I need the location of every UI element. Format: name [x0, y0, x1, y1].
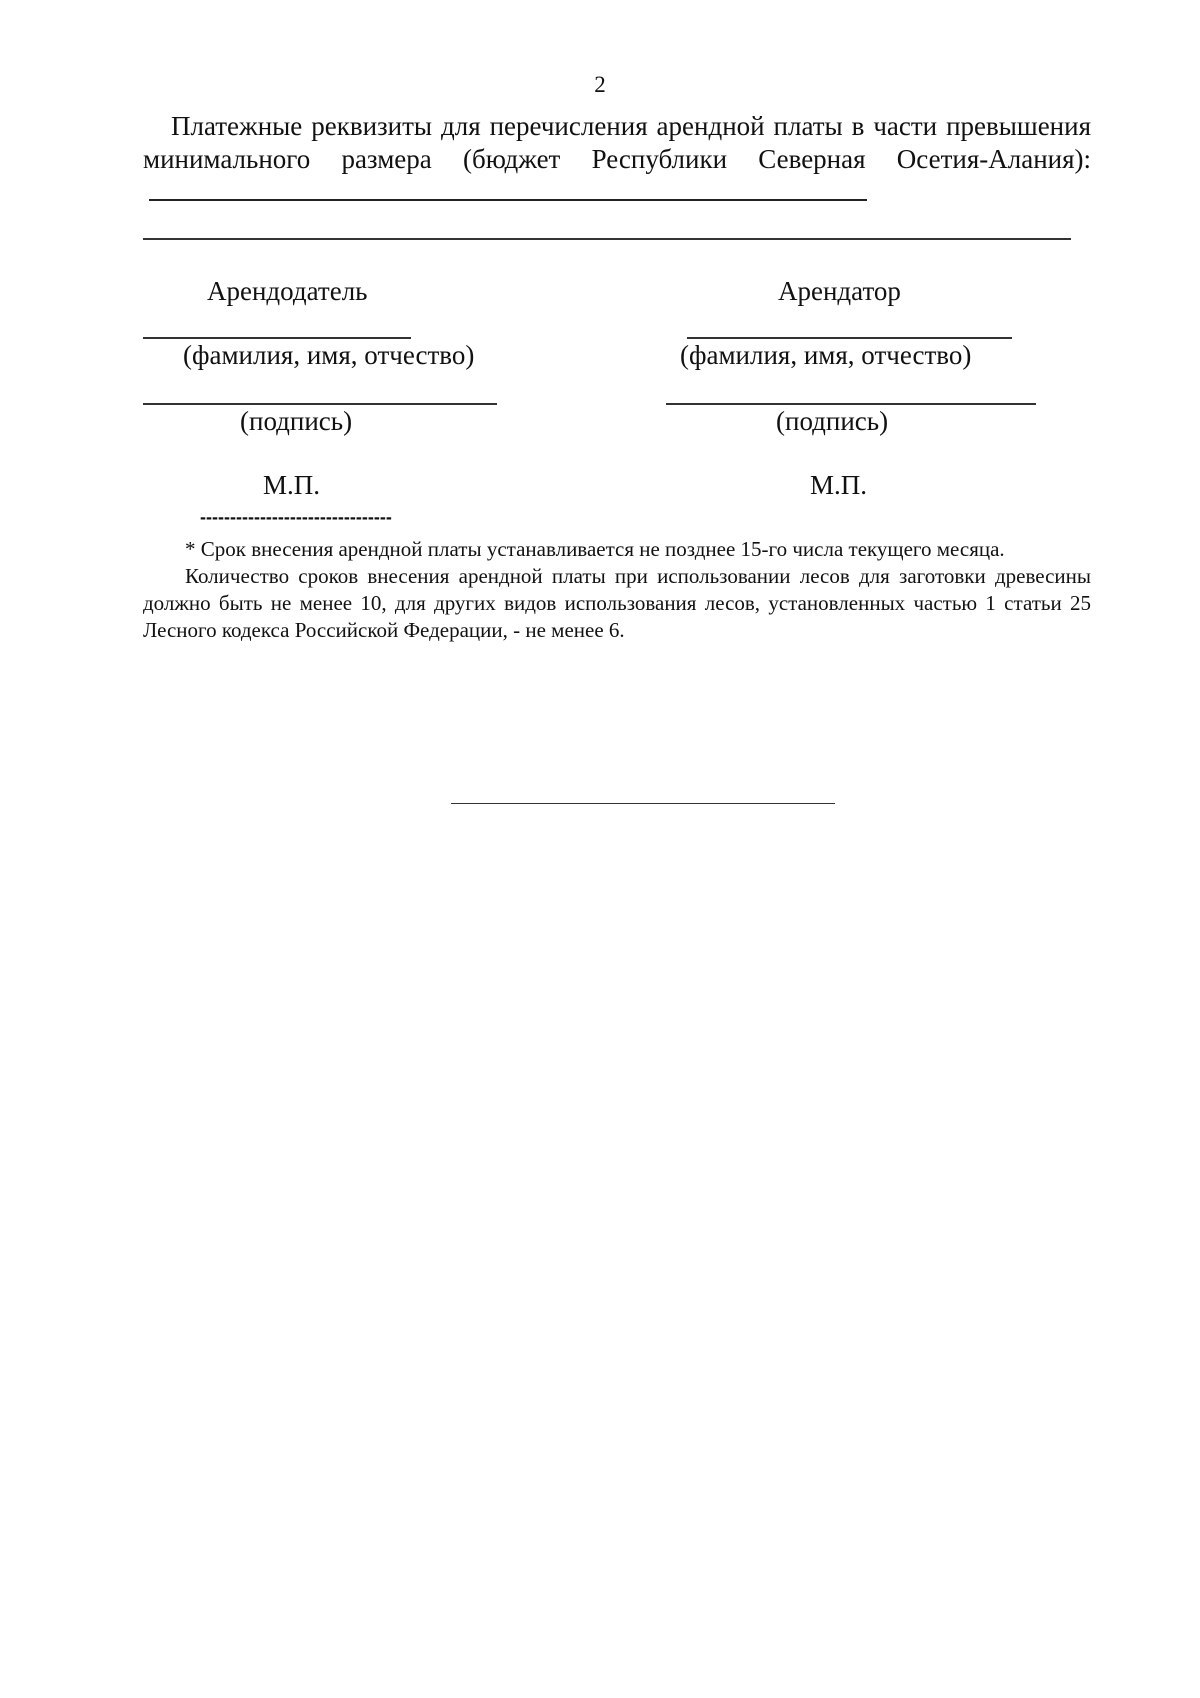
lessee-stamp: М.П. — [810, 470, 868, 500]
lessee-name-hint: (фамилия, имя, отчество) — [680, 340, 972, 370]
footnote-payment-count: Количество сроков внесения арендной платы при использовании лесов для заготовки древесины должно быть не менее 10, для других видов использования лесов, установленных частью 1 статьи 25 Лесного кодекса Российской Федерации, - не менее 6. — [143, 564, 1091, 642]
lessee-signature-line — [666, 403, 1036, 405]
lessor-signature-line — [143, 403, 497, 405]
footnotes — [143, 536, 1091, 644]
lessor-name-line — [143, 337, 411, 339]
payment-details-text: Платежные реквизиты для перечисления арендной платы в части превышения минимального размера (бюджет Республики Северная Осетия-Алания): — [143, 111, 1091, 174]
lessor-stamp: М.П. — [263, 470, 321, 500]
footnote-separator: -------------------------------- — [200, 507, 392, 527]
page-number: 2 — [594, 72, 606, 97]
footnote-payment-deadline: * Срок внесения арендной платы устанавливается не позднее 15-го числа текущего месяца. — [185, 537, 1005, 561]
lessee-signature-hint: (подпись) — [776, 406, 889, 436]
end-of-document-line — [451, 803, 835, 804]
lessee-title: Арендатор — [778, 276, 901, 306]
lessor-signature-hint: (подпись) — [240, 406, 353, 436]
payment-details-second-line — [143, 238, 1071, 240]
lessor-name-hint: (фамилия, имя, отчество) — [183, 340, 475, 370]
lessor-title: Арендодатель — [207, 276, 368, 306]
lessee-name-line — [687, 337, 1012, 339]
payment-details-paragraph — [143, 110, 1091, 209]
payment-details-fill-line — [149, 177, 867, 201]
